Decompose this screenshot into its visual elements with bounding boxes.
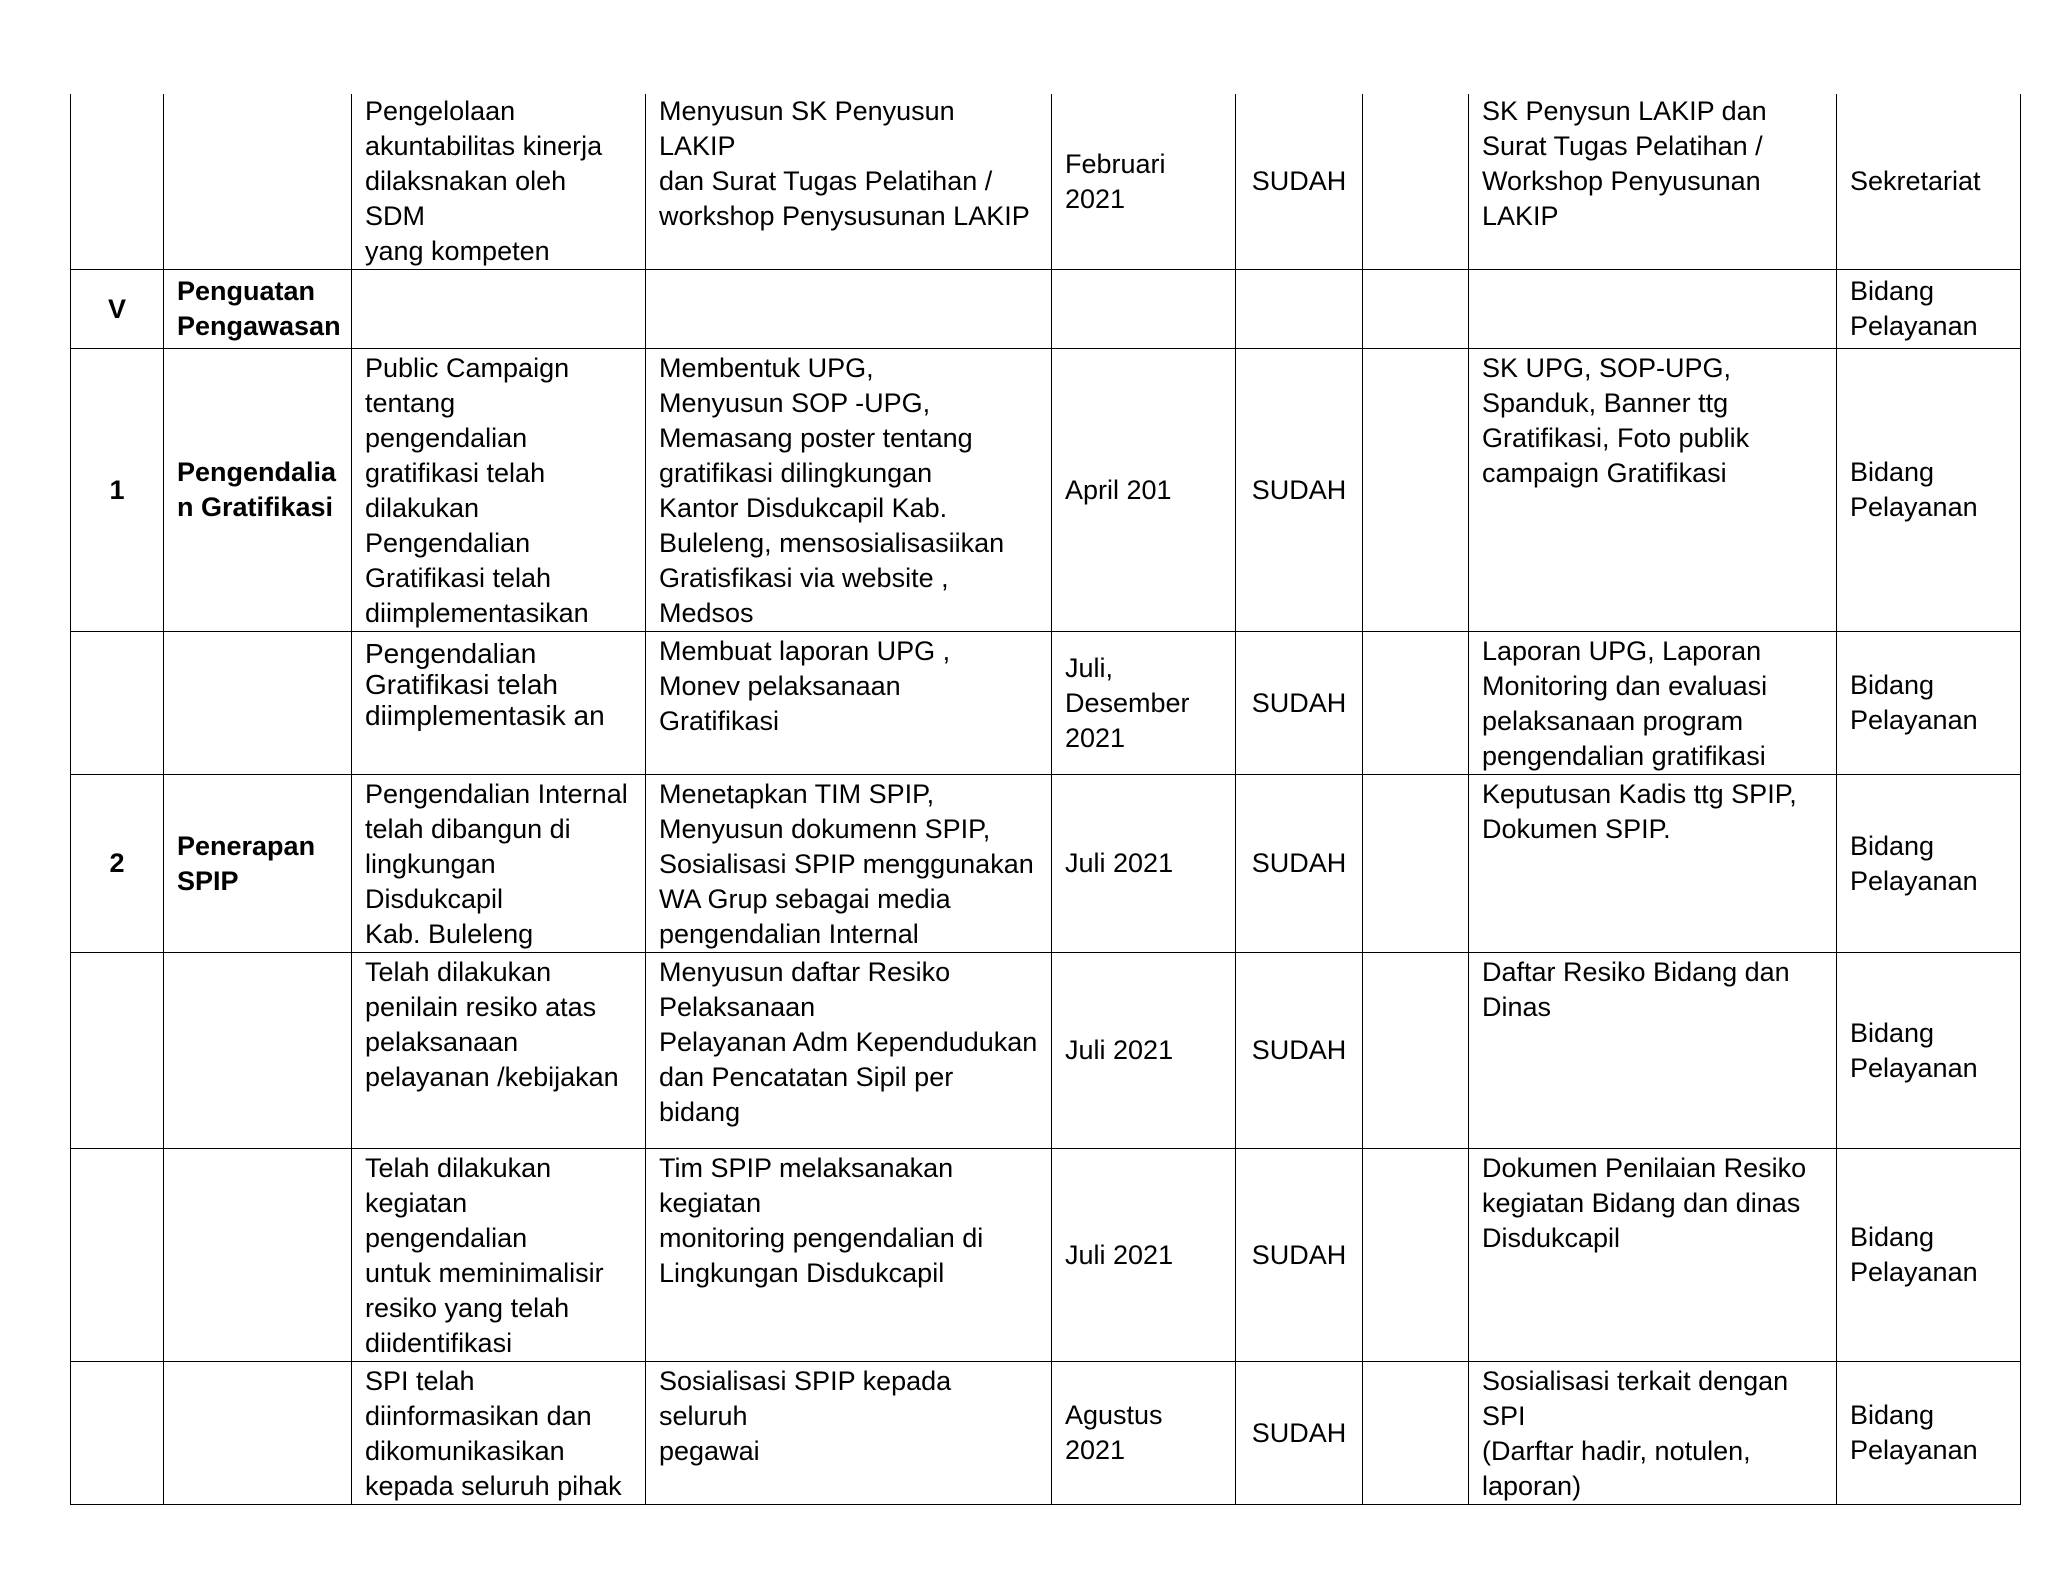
target-cell: Public Campaign tentang pengendalian gratifikasi telah dilakukan Pengendalian Gratifikasi telah diimplementasikan — [352, 349, 646, 632]
target-cell: Telah dilakukan kegiatan pengendalian untuk meminimalisir resiko yang telah diidentifikasi — [352, 1149, 646, 1362]
row-number-cell — [71, 1362, 164, 1505]
table-row — [71, 270, 2021, 349]
status-cell: SUDAH — [1236, 1149, 1363, 1362]
indicator-cell — [164, 1149, 352, 1362]
row-number-cell: 1 — [71, 349, 164, 632]
target-cell — [352, 270, 646, 349]
activity-table — [70, 94, 2021, 1505]
evidence-cell — [1469, 270, 1837, 349]
target-cell: SPI telah diinformasikan dan dikomunikasikan kepada seluruh pihak — [352, 1362, 646, 1505]
unit-cell: Bidang Pelayanan — [1837, 270, 2021, 349]
activity-cell: Membentuk UPG, Menyusun SOP -UPG, Memasang poster tentang gratifikasi dilingkungan Kantor Disdukcapil Kab. Buleleng, mensosialisasiikan Gratisfikasi via website , Medsos — [646, 349, 1052, 632]
indicator-cell — [164, 94, 352, 270]
evidence-cell: Laporan UPG, Laporan Monitoring dan evaluasi pelaksanaan program pengendalian gratifikasi — [1469, 632, 1837, 775]
unit-cell: Bidang Pelayanan — [1837, 1149, 2021, 1362]
table-row — [71, 1149, 2021, 1362]
activity-cell — [646, 270, 1052, 349]
indicator-cell: Penguatan Pengawasan — [164, 270, 352, 349]
target-cell: Telah dilakukan penilain resiko atas pelaksanaan pelayanan /kebijakan — [352, 953, 646, 1149]
evidence-cell: Sosialisasi terkait dengan SPI (Darftar hadir, notulen, laporan) — [1469, 1362, 1837, 1505]
table-row — [71, 349, 2021, 632]
evidence-cell: Dokumen Penilaian Resiko kegiatan Bidang dan dinas Disdukcapil — [1469, 1149, 1837, 1362]
time-cell: Juli 2021 — [1052, 775, 1236, 953]
blank-cell — [1363, 270, 1469, 349]
status-cell: SUDAH — [1236, 632, 1363, 775]
evidence-cell: Daftar Resiko Bidang dan Dinas — [1469, 953, 1837, 1149]
evidence-cell: Keputusan Kadis ttg SPIP, Dokumen SPIP. — [1469, 775, 1837, 953]
unit-cell: Bidang Pelayanan — [1837, 775, 2021, 953]
status-cell — [1236, 270, 1363, 349]
status-cell: SUDAH — [1236, 1362, 1363, 1505]
row-number-cell — [71, 94, 164, 270]
time-cell: Februari 2021 — [1052, 94, 1236, 270]
blank-cell — [1363, 1362, 1469, 1505]
table-row — [71, 1362, 2021, 1505]
unit-cell: Bidang Pelayanan — [1837, 349, 2021, 632]
time-cell — [1052, 270, 1236, 349]
row-number-cell — [71, 632, 164, 775]
unit-cell: Sekretariat — [1837, 94, 2021, 270]
evidence-cell: SK UPG, SOP-UPG, Spanduk, Banner ttg Gratifikasi, Foto publik campaign Gratifikasi — [1469, 349, 1837, 632]
blank-cell — [1363, 1149, 1469, 1362]
status-cell: SUDAH — [1236, 953, 1363, 1149]
table-row — [71, 632, 2021, 775]
table-row — [71, 775, 2021, 953]
blank-cell — [1363, 94, 1469, 270]
activity-cell: Menyusun daftar Resiko Pelaksanaan Pelayanan Adm Kependudukan dan Pencatatan Sipil per bidang — [646, 953, 1052, 1149]
blank-cell — [1363, 775, 1469, 953]
indicator-cell: Penerapan SPIP — [164, 775, 352, 953]
target-cell: Pengelolaan akuntabilitas kinerja dilaksnakan oleh SDM yang kompeten — [352, 94, 646, 270]
activity-cell: Tim SPIP melaksanakan kegiatan monitoring pengendalian di Lingkungan Disdukcapil — [646, 1149, 1052, 1362]
unit-cell: Bidang Pelayanan — [1837, 1362, 2021, 1505]
row-number-cell — [71, 953, 164, 1149]
row-number-cell: 2 — [71, 775, 164, 953]
activity-cell: Sosialisasi SPIP kepada seluruh pegawai — [646, 1362, 1052, 1505]
status-cell: SUDAH — [1236, 94, 1363, 270]
time-cell: Juli, Desember 2021 — [1052, 632, 1236, 775]
time-cell: Agustus 2021 — [1052, 1362, 1236, 1505]
blank-cell — [1363, 632, 1469, 775]
status-cell: SUDAH — [1236, 775, 1363, 953]
indicator-cell — [164, 1362, 352, 1505]
blank-cell — [1363, 349, 1469, 632]
activity-cell: Menetapkan TIM SPIP, Menyusun dokumenn SPIP, Sosialisasi SPIP menggunakan WA Grup sebagai media pengendalian Internal — [646, 775, 1052, 953]
indicator-cell: Pengendalia n Gratifikasi — [164, 349, 352, 632]
time-cell: April 201 — [1052, 349, 1236, 632]
indicator-cell — [164, 632, 352, 775]
row-number-cell — [71, 1149, 164, 1362]
status-cell: SUDAH — [1236, 349, 1363, 632]
time-cell: Juli 2021 — [1052, 953, 1236, 1149]
time-cell: Juli 2021 — [1052, 1149, 1236, 1362]
table-row — [71, 953, 2021, 1149]
row-number-cell: V — [71, 270, 164, 349]
table-row — [71, 94, 2021, 270]
target-cell: Pengendalian Internal telah dibangun di lingkungan Disdukcapil Kab. Buleleng — [352, 775, 646, 953]
unit-cell: Bidang Pelayanan — [1837, 632, 2021, 775]
indicator-cell — [164, 953, 352, 1149]
target-cell: Pengendalian Gratifikasi telah diimplementasik an — [352, 632, 646, 775]
activity-cell: Menyusun SK Penyusun LAKIP dan Surat Tugas Pelatihan / workshop Penysusunan LAKIP — [646, 94, 1052, 270]
unit-cell: Bidang Pelayanan — [1837, 953, 2021, 1149]
evidence-cell: SK Penysun LAKIP dan Surat Tugas Pelatihan / Workshop Penyusunan LAKIP — [1469, 94, 1837, 270]
blank-cell — [1363, 953, 1469, 1149]
activity-cell: Membuat laporan UPG , Monev pelaksanaan Gratifikasi — [646, 632, 1052, 775]
